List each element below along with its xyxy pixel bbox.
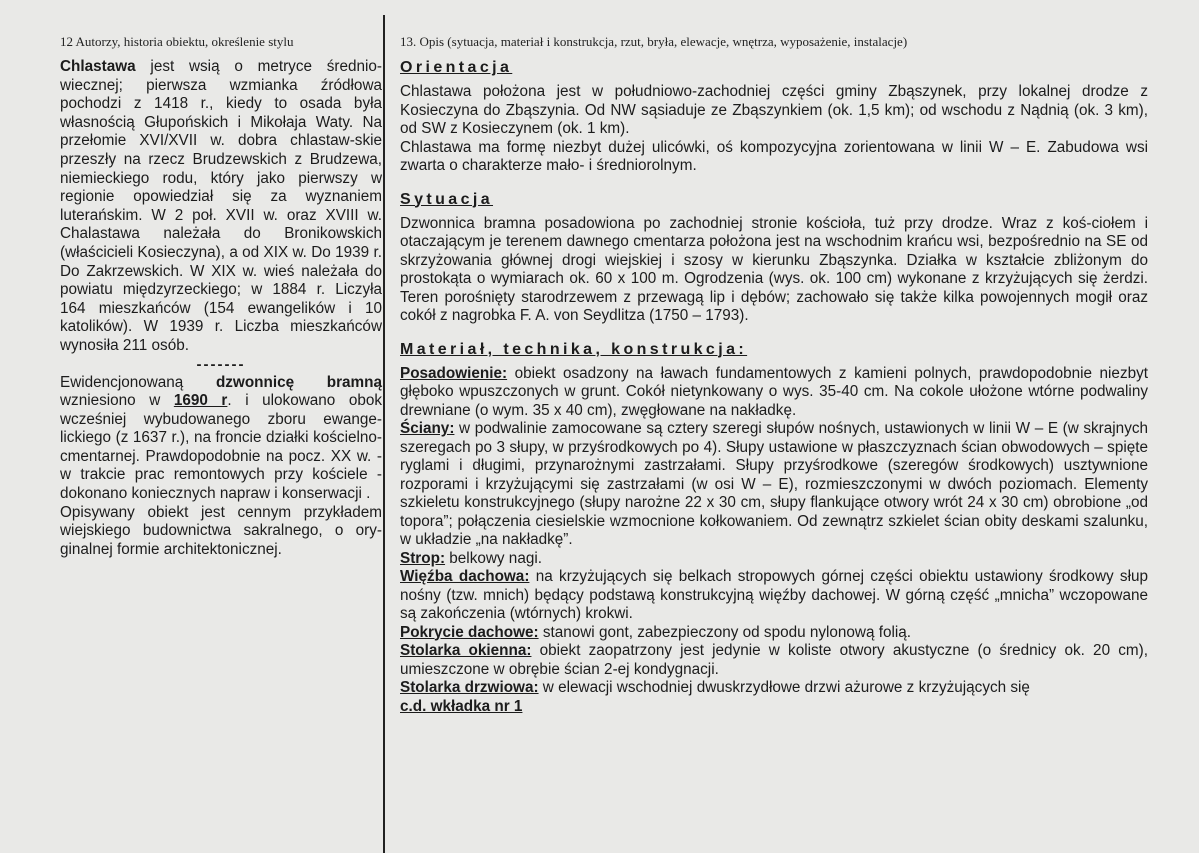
history-paragraph [60, 58, 382, 356]
item-label: Pokrycie dachowe: [400, 623, 539, 641]
continuation-note [400, 698, 1148, 717]
left-column [60, 34, 382, 559]
item-sciany [400, 420, 1148, 550]
left-header: 12 Autorzy, historia obiektu, określenie stylu [60, 34, 294, 49]
orientacja-paragraph-2: Chlastawa ma formę niezbyt dużej ulicówki, oś kompozycyjna zorientowana w linii W – E. Zabudowa wsi zwarta o charakterze mało- i średniorolnym. [400, 138, 1148, 174]
sytuacja-paragraph: Dzwonnica bramna posadowiona po zachodniej stronie kościoła, tuż przy drodze. Wraz z koś-ciołem i otaczającym je terenem dawnego cmentarza położona jest na wschodnim krańcu wsi, bezpośrednio na SE od skrzyżowania głównej drogi wiejskiej i szosy w kierunku Zbąszynka. Działka w kształcie zbliżonym do prostokąta o wymiarach ok. 60 x 100 m. Ogrodzenia (wys. ok. 100 cm) wykonane z krzyżujących się żerdzi. Teren porośnięty starodrzewem z przewagą lip i dębów; zachowało się także kilka powojennych mogił oraz cokół z nagrobka F. A. von Seydlitza (1750 – 1793). [400, 214, 1148, 324]
item-label: Stolarka okienna: [400, 642, 532, 659]
belfry-paragraph [60, 374, 382, 504]
item-strop [400, 550, 1148, 569]
summary-paragraph: Opisywany obiekt jest cennym przykładem wiejskiego budownictwa sakralnego, o ory-ginalnej formie architektonicznej. [60, 503, 382, 558]
item-text: w podwalinie zamocowane są cztery szeregi słupów nośnych, ustawionych w linii W – E (w skrajnych szeregach po 3 słupy, w przyśrodkowych po 4). Słupy ustawione w płaszczyznach ścian obwodowych – spięte ryglami i długimi, przynarożnymi zastrzałami. Słupy przyśrodkowe (szeregów środkowych) usztywnione rozporami i krzyżującymi się zastrzałami (w osi W – E), rozmieszczonymi w dwóch poziomach. Elementy szkieletu konstrukcyjnego (słupy narożne 22 x 30 cm, słupy flankujące otwory wrót 24 x 30 cm) obrobione „od topora”; połączenia ciesielskie wzmocnione kołkowaniem. Od zewnątrz szkielet ścian obity deskami szalunku, w układzie „na nakładkę”. [400, 420, 1148, 548]
orientacja-title: Orientacja [400, 59, 513, 76]
village-name: Chlastawa [60, 58, 136, 75]
item-pokrycie [400, 624, 1148, 643]
item-text: stanowi gont, zabezpieczony od spodu nylonową folią. [538, 623, 912, 641]
belfry-term: dzwonnicę bramną [215, 373, 382, 391]
orientacja-paragraph-1: Chlastawa położona jest w południowo-zachodniej części gminy Zbąszynek, przy lokalnej drodze z Kosieczyna do Zbąszynia. Od NW sąsiaduje ze Zbąszynkiem (ok. 1,5 km); od wschodu z Nądnią (ok. 3 km), od SW z Kosieczynem (ok. 1 km). [400, 83, 1148, 137]
item-stolarka-drzwiowa [400, 679, 1148, 698]
item-label: Ściany: [400, 420, 455, 437]
belfry-text-c: wzniesiono w [60, 392, 174, 410]
item-text: w elewacji wschodniej dwuskrzydłowe drzwi ażurowe z krzyżujących się [538, 679, 1030, 696]
material-title: Materiał, technika, konstrukcja: [400, 340, 748, 358]
item-text: obiekt osadzony na ławach fundamentowych z kamieni polnych, prawdopodobnie niezbyt głęboko wpuszczonych w grunt. Cokół nietynkowany o wys. 35-40 cm. Na cokole ułożone wtórne podwaliny drewniane (o wym. 35 x 40 cm), zwęgłowane na nakładkę. [400, 364, 1148, 419]
item-text: belkowy nagi. [445, 549, 542, 567]
item-text: obiekt zaopatrzony jest jedynie w koliste otwory akustyczne (o średnicy ok. 20 cm), umieszczone w obrębie ścian 2-ej kondygnacji. [400, 642, 1148, 678]
item-label: Strop: [400, 549, 446, 567]
sytuacja-title: Sytuacja [400, 190, 494, 208]
separator-dashes: ------- [196, 355, 246, 373]
continuation-link: c.d. wkładka nr 1 [400, 697, 523, 715]
right-header: 13. Opis (sytuacja, materiał i konstrukcja, rzut, bryła, elewacje, wnętrza, wyposażenie, instalacje) [400, 34, 908, 49]
item-posadowienie [400, 365, 1148, 421]
item-text: na krzyżujących się belkach stropowych górnej części obiektu ustawiony środkowy słup nośny (tzw. mnich) będący podstawą konstrukcyjną więźby dachowej. W górną część „mnicha” wczopowane są zakończenia (wtórnych) krokwi. [400, 568, 1148, 622]
item-label: Stolarka drzwiowa: [400, 679, 539, 696]
column-divider [383, 15, 385, 853]
item-label: Posadowienie: [400, 364, 508, 382]
history-text: jest wsią o metryce średnio-wiecznej; pierwsza wzmianka źródłowa pochodzi z 1418 r., kiedy to osada była własnością Głupońskich i Mikołaja Waty. Na przełomie XVI/XVII w. dobra chlastaw-skie przeszły na rzecz Brudzewskich z Brudzewa, niemieckiego rodu, który jako pierwszy w regionie opowiedział się za wyznaniem luterańskim. W 2 poł. XVII w. oraz XVIII w. Chalastawa należała do Bronikowskich (właścicieli Kosieczyna), a od XIX w. Do 1939 r. Do Zakrzewskich. W XIX w. wieś należała do powiatu międzyrzeckiego; w 1884 r. Liczyła 164 mieszkańców (154 ewangelików i 10 katolików). W 1939 r. Liczba mieszkańców wynosiła 211 osób. [60, 58, 382, 354]
belfry-year: 1690 r [173, 392, 228, 410]
belfry-text-a: Ewidencjonowaną [60, 373, 216, 391]
item-wiezba [400, 568, 1148, 624]
item-label: Więźba dachowa: [400, 568, 530, 585]
item-stolarka-okienna [400, 642, 1148, 679]
right-column [400, 34, 1148, 716]
belfry-text-e: . i ulokowano obok wcześniej wybudowanego zboru ewange-lickiego (z 1637 r.), na froncie działki kościelno-cmentarnej. Prawdopodobnie na pocz. XX w. - w trakcie prac remontowych przy kościele - dokonano koniecznych napraw i konserwacji . [60, 392, 383, 503]
